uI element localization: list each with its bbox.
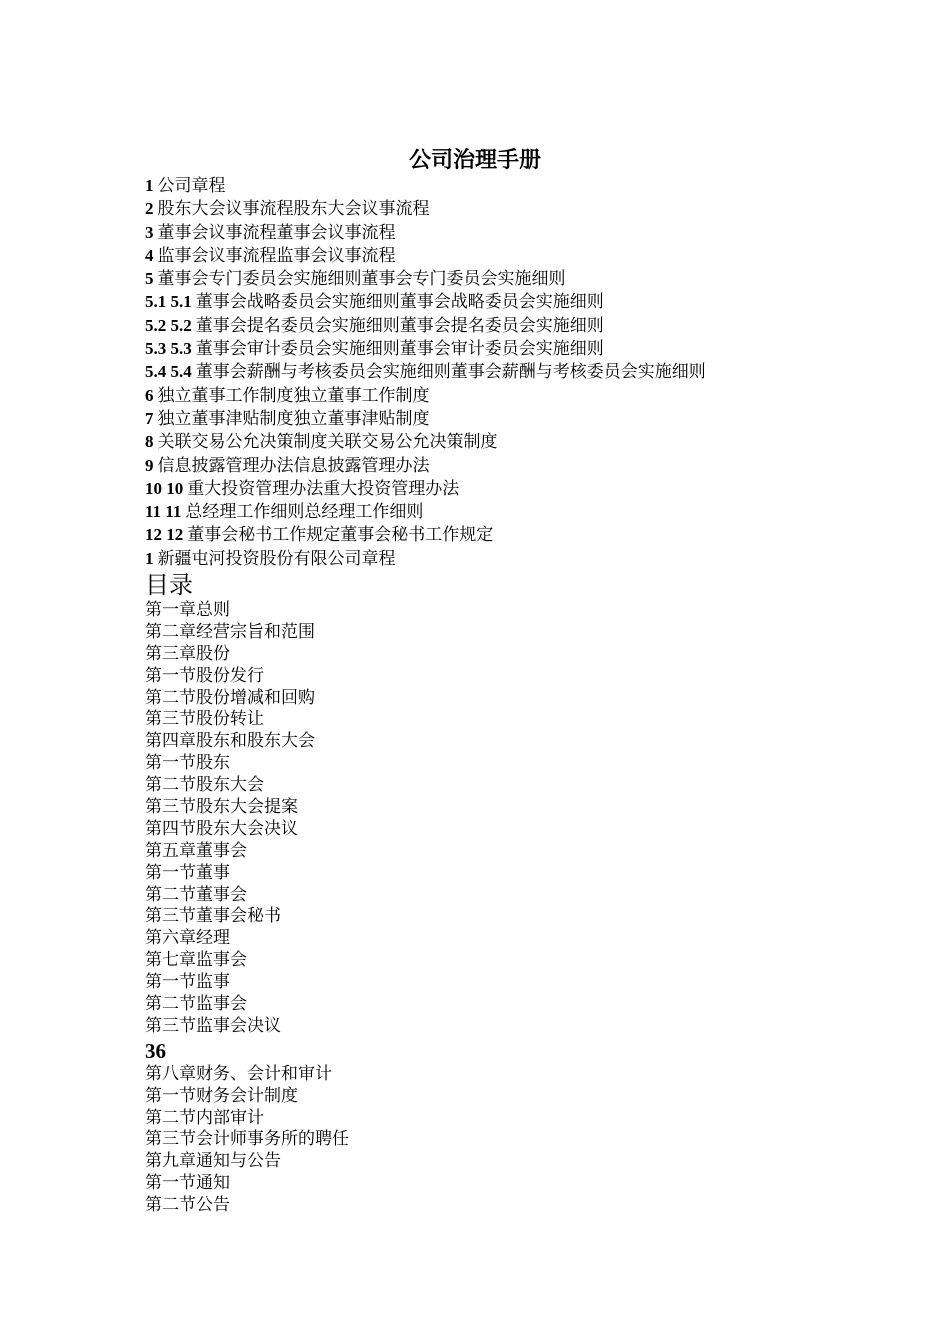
toc-entry-title: 监事会议事流程监事会议事流程 xyxy=(157,245,396,266)
toc-entry[interactable] xyxy=(145,337,925,360)
toc-entry[interactable] xyxy=(145,221,925,244)
toc-entry-number: 4 xyxy=(145,245,154,265)
toc-entry[interactable] xyxy=(145,430,925,453)
chapter-entry[interactable]: 第一节监事 xyxy=(145,972,230,993)
page-number: 36 xyxy=(145,1038,166,1063)
toc-entry[interactable] xyxy=(145,174,925,197)
chapter-list xyxy=(145,600,925,1038)
toc-entry-title: 独立董事工作制度独立董事工作制度 xyxy=(157,385,430,406)
chapter-entry[interactable]: 第二章经营宗旨和范围 xyxy=(145,621,315,642)
chapter-entry[interactable]: 第一节董事 xyxy=(145,862,230,883)
catalog-heading: 目录 xyxy=(145,571,193,599)
chapter-entry[interactable]: 第四节股东大会决议 xyxy=(145,818,298,839)
chapter-entry[interactable]: 第二节监事会 xyxy=(145,994,247,1015)
toc-entry[interactable] xyxy=(145,197,925,220)
chapter-entry[interactable]: 第一章总则 xyxy=(145,600,230,620)
toc-entry-title: 关联交易公允决策制度关联交易公允决策制度 xyxy=(157,432,498,453)
toc-entry[interactable] xyxy=(145,500,925,523)
toc-entry-number: 5.1 5.1 xyxy=(145,292,192,312)
toc-entry-title: 新疆屯河投资股份有限公司章程 xyxy=(157,548,396,569)
chapter-entry[interactable]: 第六章经理 xyxy=(145,928,230,949)
toc-entry[interactable] xyxy=(145,360,925,383)
chapter-entry[interactable]: 第四章股东和股东大会 xyxy=(145,731,315,752)
catalog-section xyxy=(145,570,925,1217)
table-of-contents xyxy=(145,174,925,570)
toc-entry-number: 5.2 5.2 xyxy=(145,315,192,335)
toc-entry[interactable] xyxy=(145,267,925,290)
chapter-entry[interactable]: 第二节股份增减和回购 xyxy=(145,687,315,708)
toc-entry-number: 12 12 xyxy=(145,525,184,545)
chapter-entry[interactable]: 第三节股东大会提案 xyxy=(145,797,298,818)
chapter-entry[interactable]: 第三节会计师事务所的聘任 xyxy=(145,1129,349,1150)
toc-entry-number: 6 xyxy=(145,385,154,405)
toc-entry-number: 1 xyxy=(145,548,154,568)
chapter-entry[interactable]: 第七章监事会 xyxy=(145,950,247,971)
chapter-entry[interactable]: 第一节股东 xyxy=(145,753,230,774)
chapter-entry[interactable]: 第九章通知与公告 xyxy=(145,1151,281,1172)
toc-entry-title: 董事会审计委员会实施细则董事会审计委员会实施细则 xyxy=(195,339,604,360)
toc-entry-number: 2 xyxy=(145,199,154,219)
toc-entry-title: 独立董事津贴制度独立董事津贴制度 xyxy=(157,408,430,429)
chapter-entry[interactable]: 第三章股份 xyxy=(145,643,230,664)
chapter-entry[interactable]: 第一节通知 xyxy=(145,1173,230,1194)
chapter-list-continued xyxy=(145,1064,925,1217)
toc-entry[interactable] xyxy=(145,407,925,430)
toc-entry-title: 董事会专门委员会实施细则董事会专门委员会实施细则 xyxy=(157,269,566,290)
toc-entry-title: 董事会提名委员会实施细则董事会提名委员会实施细则 xyxy=(195,315,604,336)
toc-entry-number: 1 xyxy=(145,176,154,195)
toc-entry-title: 董事会秘书工作规定董事会秘书工作规定 xyxy=(187,525,494,546)
document-title: 公司治理手册 xyxy=(408,148,541,173)
chapter-entry[interactable]: 第二节董事会 xyxy=(145,884,247,905)
toc-entry-number: 11 11 xyxy=(145,502,182,522)
toc-entry-number: 10 10 xyxy=(145,478,184,498)
toc-entry-title: 董事会战略委员会实施细则董事会战略委员会实施细则 xyxy=(195,292,604,313)
toc-entry-number: 8 xyxy=(145,432,154,452)
chapter-entry[interactable]: 第三节董事会秘书 xyxy=(145,906,281,927)
toc-entry[interactable] xyxy=(145,244,925,267)
toc-entry-number: 3 xyxy=(145,222,154,242)
toc-entry-number: 5.3 5.3 xyxy=(145,339,192,359)
toc-entry-title: 董事会薪酬与考核委员会实施细则董事会薪酬与考核委员会实施细则 xyxy=(195,362,706,383)
toc-entry-number: 5.4 5.4 xyxy=(145,362,192,382)
chapter-entry[interactable]: 第三节监事会决议 xyxy=(145,1015,281,1036)
toc-entry-title: 信息披露管理办法信息披露管理办法 xyxy=(157,455,430,476)
toc-entry-title: 股东大会议事流程股东大会议事流程 xyxy=(157,199,430,220)
toc-entry[interactable] xyxy=(145,523,925,546)
chapter-entry[interactable]: 第一节财务会计制度 xyxy=(145,1085,298,1106)
chapter-entry[interactable]: 第三节股份转让 xyxy=(145,709,264,730)
toc-entry-number: 5 xyxy=(145,269,154,289)
toc-entry-title: 董事会议事流程董事会议事流程 xyxy=(157,222,396,243)
toc-entry-title: 重大投资管理办法重大投资管理办法 xyxy=(187,478,460,499)
chapter-entry[interactable]: 第二节内部审计 xyxy=(145,1107,264,1128)
toc-entry-title: 总经理工作细则总经理工作细则 xyxy=(185,502,424,523)
toc-entry[interactable] xyxy=(145,290,925,313)
toc-entry-number: 9 xyxy=(145,455,154,475)
chapter-entry[interactable]: 第五章董事会 xyxy=(145,840,247,861)
toc-entry[interactable] xyxy=(145,384,925,407)
toc-entry[interactable] xyxy=(145,454,925,477)
chapter-entry[interactable]: 第八章财务、会计和审计 xyxy=(145,1063,332,1084)
chapter-entry[interactable]: 第二节股东大会 xyxy=(145,775,264,796)
toc-entry[interactable] xyxy=(145,477,925,500)
toc-entry-number: 7 xyxy=(145,408,154,428)
toc-entry-title: 公司章程 xyxy=(157,176,226,196)
toc-entry[interactable] xyxy=(145,314,925,337)
chapter-entry[interactable]: 第一节股份发行 xyxy=(145,665,264,686)
toc-entry[interactable] xyxy=(145,547,925,570)
chapter-entry[interactable]: 第二节公告 xyxy=(145,1195,230,1216)
